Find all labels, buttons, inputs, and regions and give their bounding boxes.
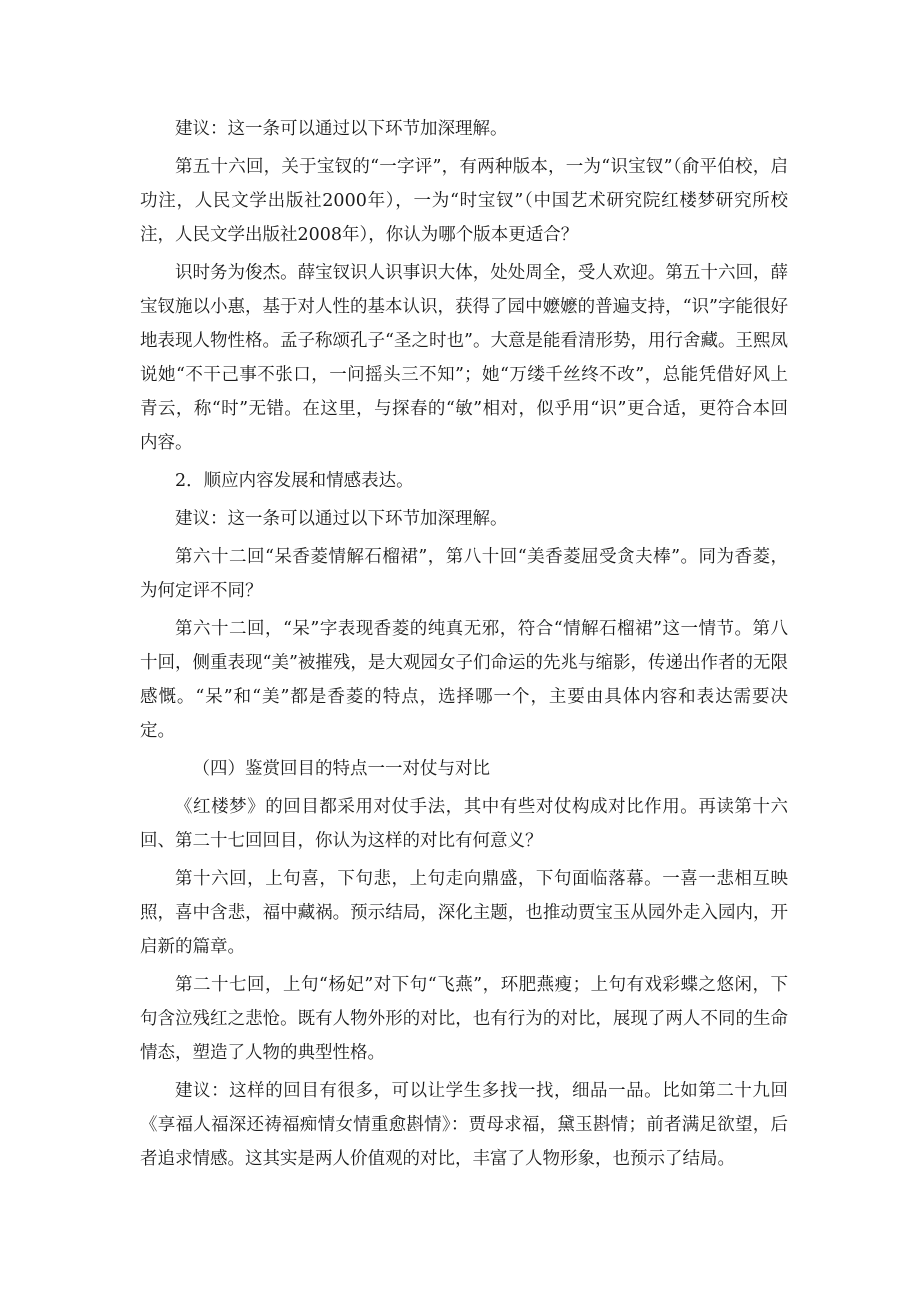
answer-paragraph: 第六十二回，“呆”字表现香菱的纯真无邪，符合“情解石榴裙”这一情节。第八十回，侧重表现“美”被摧残，是大观园女子们命运的先兆与缩影，传递出作者的无限感慨。“呆”和“美”都是香菱的特点，选择哪一个，主要由具体内容和表达需要决定。 xyxy=(140,619,788,741)
answer-paragraph: 第二十七回，上句“杨妃”对下句“飞燕”，环肥燕瘦；上句有戏彩蝶之悠闲，下句含泣残红之悲怆。既有人物外形的对比，也有行为的对比，展现了两人不同的生命情态，塑造了人物的典型性格。 xyxy=(140,975,788,1063)
suggestion-paragraph: 建议：这样的回目有很多，可以让学生多找一找，细品一品。比如第二十九回《享福人福深还祷福痴情女情重愈斟情》：贾母求福，黛玉斟情；前者满足欲望，后者追求情感。这其实是两人价值观的对比，丰富了人物形象，也预示了结局。 xyxy=(140,1081,788,1169)
suggestion-paragraph: 建议：这一条可以通过以下环节加深理解。 xyxy=(175,509,508,529)
answer-paragraph: 第十六回，上句喜，下句悲，上句走向鼎盛，下句面临落幕。一喜一悲相互映照，喜中含悲，福中藏祸。预示结局，深化主题，也推动贾宝玉从园外走入园内，开启新的篇章。 xyxy=(140,869,788,957)
question-paragraph: 《红楼梦》的回目都采用对仗手法，其中有些对仗构成对比作用。再读第十六回、第二十七回回目，你认为这样的对比有何意义？ xyxy=(140,797,788,851)
answer-paragraph: 识时务为俊杰。薛宝钗识人识事识大体，处处周全，受人欢迎。第五十六回，薛宝钗施以小惠，基于对人性的基本认识，获得了园中嬷嬷的普遍支持，“识”字能很好地表现人物性格。孟子称颂孔子“圣之时也”。大意是能看清形势，用行舍藏。王熙凤说她“不干己事不张口，一问摇头三不知”；她“万缕千丝终不改”，总能凭借好风上青云，称“时”无错。在这里，与探春的“敏”相对，似乎用“识”更合适，更符合本回内容。 xyxy=(140,263,788,453)
section-heading: 2．顺应内容发展和情感表达。 xyxy=(175,471,414,491)
section-heading: （四）鉴赏回目的特点一一对仗与对比 xyxy=(192,759,490,779)
suggestion-paragraph: 建议：这一条可以通过以下环节加深理解。 xyxy=(175,119,508,139)
question-paragraph: 第六十二回“呆香菱情解石榴裙”，第八十回“美香菱屈受贪夫棒”。同为香菱，为何定评不同？ xyxy=(140,547,788,601)
document-body xyxy=(140,112,788,1180)
question-paragraph: 第五十六回，关于宝钗的“一字评”，有两种版本，一为“识宝钗”（俞平伯校，启功注，人民文学出版社2000年），一为“时宝钗”（中国艺术研究院红楼梦研究所校注，人民文学出版社2008年），你认为哪个版本更适合？ xyxy=(140,157,788,245)
